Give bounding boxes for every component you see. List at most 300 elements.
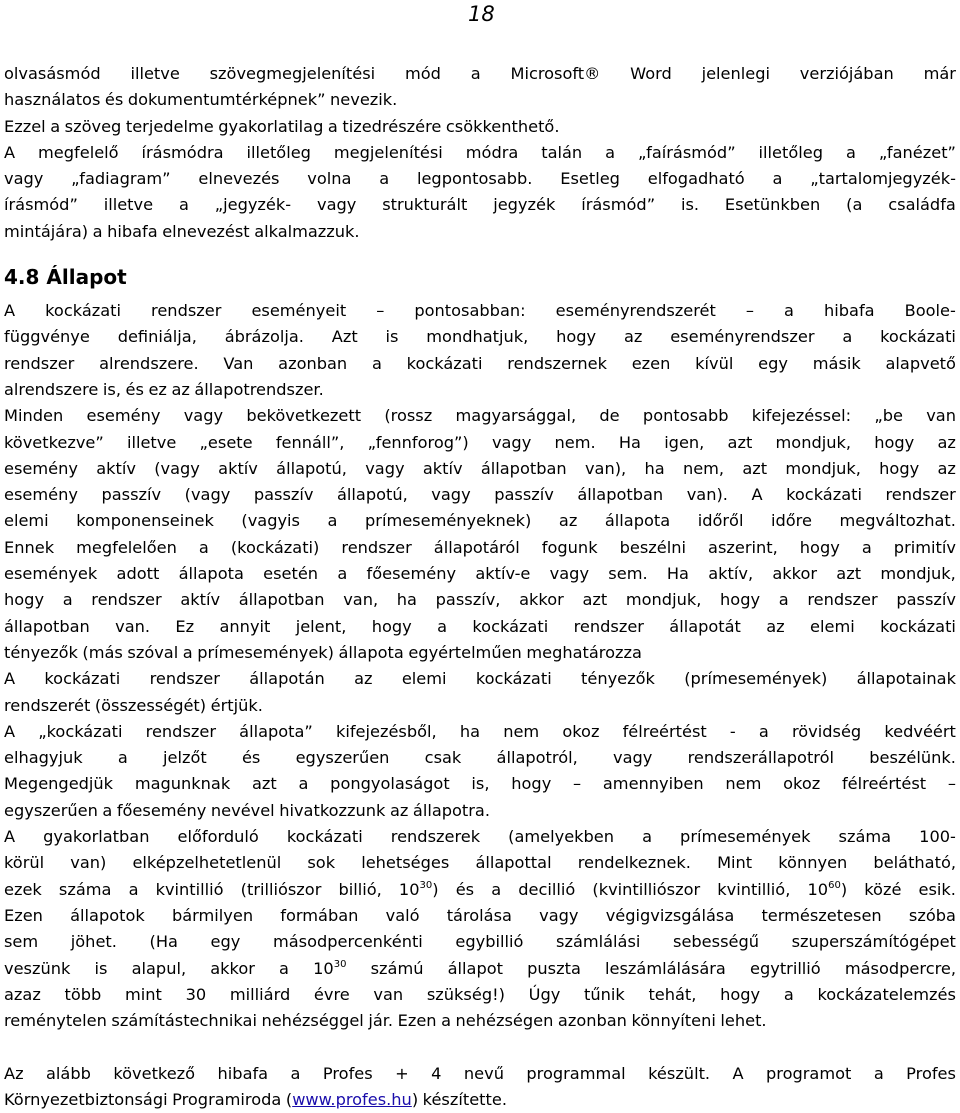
text-line: [4, 903, 956, 929]
word: állapota”: [239, 721, 313, 741]
word: szóval: [127, 642, 179, 662]
text-line: [4, 1008, 956, 1034]
word: aktív: [218, 458, 258, 478]
page-content: [4, 61, 956, 1113]
word: tárolása: [446, 905, 512, 925]
word: „fanézet”: [878, 142, 956, 162]
word: pongyolaságot: [330, 774, 450, 794]
text-line: [4, 61, 956, 87]
word: írásmód”: [4, 195, 78, 215]
text-line: [4, 561, 956, 587]
word: félreértést: [841, 774, 927, 794]
word: „esete: [199, 432, 253, 452]
word: talán: [541, 142, 583, 162]
word: de: [599, 406, 620, 426]
word: nevével: [210, 800, 275, 820]
text-line: [4, 956, 956, 982]
word: A: [751, 485, 763, 505]
word: akkor: [519, 590, 564, 610]
word: azt: [582, 590, 608, 610]
word: –: [947, 774, 956, 794]
text-line: [4, 614, 956, 640]
word: állapotrendszer.: [194, 379, 324, 399]
word: kockázati: [786, 485, 862, 505]
word: szuperszámítógépet: [791, 932, 956, 952]
word: állapota: [338, 642, 404, 662]
text-line: [4, 850, 956, 876]
word: (kvintilliószor: [592, 879, 701, 899]
word: (vagyis: [241, 511, 300, 531]
word: készült.: [648, 1063, 711, 1083]
word: vagy: [365, 458, 405, 478]
word: (kockázati): [230, 537, 320, 557]
word: a: [842, 327, 853, 347]
word: a: [102, 800, 113, 820]
word: hogy: [556, 327, 597, 347]
word: kívül: [695, 353, 734, 373]
word: leszámlálására: [605, 958, 726, 978]
word: értjük.: [210, 695, 263, 715]
word: esik.: [918, 879, 956, 899]
word: a: [758, 721, 769, 741]
word: az: [766, 616, 785, 636]
word: elemi: [810, 616, 855, 636]
text-line: [4, 666, 956, 692]
word: alább: [46, 1063, 91, 1083]
word: azt: [742, 458, 768, 478]
word: Ez: [175, 616, 195, 636]
word: állapotban: [577, 485, 664, 505]
word: a: [861, 537, 872, 557]
word: Esetünkben: [724, 195, 821, 215]
word: a: [178, 195, 189, 215]
word: Ha: [618, 432, 641, 452]
word: hogy: [511, 774, 552, 794]
word: (rossz: [384, 406, 433, 426]
word: amennyiben: [602, 774, 704, 794]
text-line: [4, 719, 956, 745]
exponent: 30: [419, 879, 433, 891]
word: azonban: [557, 1011, 627, 1031]
word: vagy: [491, 432, 532, 452]
word: természetesen: [761, 905, 882, 925]
word: megfelelően: [76, 537, 177, 557]
word: van.: [115, 616, 151, 636]
word: mint: [125, 984, 162, 1004]
word: állapotban: [480, 458, 567, 478]
word: mondjuk,: [880, 564, 956, 584]
exponent: 60: [828, 879, 841, 891]
word: családfa: [888, 195, 956, 215]
word: illetőleg: [246, 142, 311, 162]
word: egyszerűen: [295, 748, 390, 768]
text-line: [4, 140, 956, 166]
word: nehézségen: [455, 1011, 554, 1031]
word: jöhet.: [70, 932, 117, 952]
word: állapotú,: [337, 485, 408, 505]
word: sok: [307, 853, 336, 873]
word: okoz: [783, 774, 821, 794]
word: sem.: [608, 564, 648, 584]
word: kvintillió: [155, 879, 224, 899]
word: gyakorlatilag: [218, 116, 324, 136]
word: tényezők: [4, 642, 78, 662]
word: állapot: [447, 958, 503, 978]
word: tényezők: [581, 669, 655, 689]
website-link[interactable]: www.profes.hu: [292, 1089, 412, 1109]
word: a: [783, 984, 794, 1004]
word: eseményrendszer: [670, 327, 815, 347]
word: hogy: [874, 432, 915, 452]
word: alrendszere: [4, 379, 99, 399]
text-line: [4, 929, 956, 955]
word: van).: [686, 485, 728, 505]
word: ezen: [631, 353, 671, 373]
word: ezek: [4, 879, 42, 899]
word: veszünk: [4, 958, 71, 978]
word: 30: [185, 984, 207, 1004]
text-line: [4, 877, 956, 903]
word: hivatkozzunk: [279, 800, 386, 820]
word: kvintillió,: [717, 879, 791, 899]
word: A: [4, 142, 16, 162]
word: esemény: [4, 458, 78, 478]
page-number: 18: [468, 2, 495, 26]
text-line: [4, 771, 956, 797]
word: a: [642, 827, 652, 847]
word: és: [104, 90, 124, 110]
word: prímesemények: [680, 827, 811, 847]
word: az: [354, 669, 373, 689]
word: sem: [4, 932, 39, 952]
word: állapotú,: [276, 458, 347, 478]
word: hogy: [799, 537, 840, 557]
word: aktív: [96, 458, 136, 478]
word: a: [117, 748, 128, 768]
word: (vagy: [184, 485, 231, 505]
word: másodpercenkénti: [272, 932, 423, 952]
word: mondhatjuk,: [426, 327, 529, 347]
word: aktív: [422, 458, 463, 478]
word: nem: [503, 721, 540, 741]
word: rendszerállapotról: [687, 748, 834, 768]
word: egybillió: [455, 932, 524, 952]
text-line: [4, 508, 956, 534]
word: is,: [471, 774, 490, 794]
word: eseményrendszerét: [555, 301, 716, 321]
word: tizedrészére: [342, 116, 442, 136]
word: Word: [630, 64, 672, 83]
text-line: [4, 403, 956, 429]
word: jelzőt: [163, 748, 207, 768]
word: is.: [680, 195, 700, 215]
text-line: [4, 745, 956, 771]
word: legpontosabb.: [416, 169, 533, 189]
word: és: [125, 379, 144, 399]
word: $10^{30}$): [398, 879, 439, 899]
word: elképzelhetetlenül: [132, 853, 282, 873]
word: Az: [4, 1063, 24, 1083]
word: kockázati: [472, 616, 549, 636]
word: készítette.: [422, 1089, 507, 1109]
word: strukturált: [382, 195, 468, 215]
word: is,: [102, 379, 121, 399]
text-line: [4, 87, 956, 113]
word: használatos: [4, 90, 101, 110]
word: hogy: [720, 590, 761, 610]
word: rövidség: [791, 721, 862, 741]
word: számlálási: [556, 932, 641, 952]
word: pontosabb: [642, 406, 729, 426]
word: módra: [465, 142, 519, 162]
word: félreértést: [622, 721, 707, 741]
word: nehézséggel: [261, 1011, 364, 1031]
word: mondjuk,: [785, 458, 861, 478]
text-line: [4, 324, 956, 350]
word: mondjuk,: [775, 432, 852, 452]
word: nem,: [682, 458, 725, 478]
word: Profes: [906, 1063, 956, 1083]
word: állapotra.: [412, 800, 490, 820]
word: rendszer: [573, 616, 644, 636]
word: Microsoft®: [510, 64, 601, 83]
exponent: 30: [333, 958, 347, 970]
word: könnyíteni: [631, 1011, 716, 1031]
word: meghatározza: [526, 642, 642, 662]
word: rendszer: [149, 669, 220, 689]
word: a: [290, 1063, 301, 1083]
word: kifejezéssel:: [751, 406, 852, 426]
word: rendszer: [885, 485, 956, 505]
word: a: [470, 64, 481, 83]
word: rendszernek: [507, 353, 607, 373]
word: igen,: [664, 432, 705, 452]
word: állapotát: [669, 616, 741, 636]
word: állapota: [178, 564, 244, 584]
word: azt: [727, 432, 753, 452]
word: (a: [846, 195, 863, 215]
word: billió,: [338, 879, 382, 899]
word: komponenseinek: [76, 511, 214, 531]
word: Ezen: [397, 1011, 437, 1031]
word: vagy: [431, 485, 471, 505]
word: hibafa: [217, 1063, 269, 1083]
word: az: [937, 432, 956, 452]
word: könnyen: [778, 853, 848, 873]
word: (vagy: [154, 458, 200, 478]
word: kifejezésből,: [335, 721, 437, 741]
word: rendszer: [4, 353, 75, 373]
word: A: [732, 1063, 744, 1083]
word: körül: [4, 853, 45, 873]
word: illetőleg: [758, 142, 823, 162]
word: bármilyen: [171, 905, 254, 925]
word: alkalmazzuk.: [254, 221, 360, 241]
text-line: [4, 482, 956, 508]
word: végigvizsgálása: [605, 905, 735, 925]
word: adott: [116, 564, 160, 584]
word: fogunk: [541, 537, 598, 557]
word: akkor: [772, 564, 818, 584]
word: a: [128, 879, 139, 899]
word: előforduló: [177, 827, 259, 847]
word: másodpercre,: [844, 958, 956, 978]
word: aszerint,: [708, 537, 778, 557]
word: megjelenítési: [333, 142, 443, 162]
word: elfogadható: [647, 169, 745, 189]
word: volna: [307, 169, 352, 189]
word: nevű: [463, 1063, 504, 1083]
word: csak: [424, 748, 462, 768]
word: hogy: [4, 590, 45, 610]
word: van): [70, 853, 107, 873]
text-line: [4, 192, 956, 218]
word: szükség!): [426, 984, 505, 1004]
word: A: [4, 721, 16, 741]
word: a: [62, 590, 73, 610]
word: főesemény: [116, 800, 207, 820]
word: állapotainak: [856, 669, 956, 689]
word: évre: [313, 984, 350, 1004]
word: másik: [812, 353, 861, 373]
word: állapota: [604, 511, 671, 531]
word: annyit: [219, 616, 271, 636]
word: ha: [644, 458, 665, 478]
word: a: [327, 116, 338, 136]
word: beszélünk.: [869, 748, 956, 768]
word: van: [373, 984, 404, 1004]
word: Ezzel: [4, 116, 46, 136]
word: megváltozhat.: [839, 511, 956, 531]
word: reménytelen: [4, 1011, 107, 1031]
word: kockázati: [880, 616, 956, 636]
word: -: [729, 721, 736, 741]
word: és: [241, 748, 261, 768]
word: a: [784, 301, 794, 321]
word: függvénye: [4, 327, 90, 347]
word: egy: [210, 932, 241, 952]
word: beszélni: [619, 537, 686, 557]
text-line: [4, 456, 956, 482]
text-line: [4, 587, 956, 613]
word: prímeseményeknek): [365, 511, 532, 531]
word: (más: [82, 642, 123, 662]
word: A: [4, 301, 16, 321]
word: több: [64, 984, 102, 1004]
word: a: [778, 590, 789, 610]
word: kockázati: [880, 327, 956, 347]
word: a: [441, 1011, 452, 1031]
word: illetve: [126, 432, 177, 452]
word: Van: [223, 353, 254, 373]
word: a: [327, 511, 338, 531]
word: az: [558, 511, 578, 531]
word: aktív-e: [475, 564, 531, 584]
word: nevezik.: [330, 90, 398, 110]
word: decillió: [518, 879, 576, 899]
word: primitív: [893, 537, 956, 557]
word: illetve: [130, 64, 180, 83]
word: elnevezés: [198, 169, 280, 189]
word: a: [298, 774, 309, 794]
word: vagy: [4, 169, 44, 189]
word: bekövetkezett: [246, 406, 362, 426]
text-line: [4, 219, 956, 245]
word: kockázati: [475, 669, 552, 689]
word: ha: [396, 590, 417, 610]
word: vagy: [539, 905, 579, 925]
word: az: [623, 327, 643, 347]
word: egyértelműen: [408, 642, 522, 662]
word: Boole-: [904, 301, 956, 321]
word: közé: [864, 879, 902, 899]
word: (Ha: [149, 932, 178, 952]
word: tehát,: [648, 984, 697, 1004]
word: Megengedjük: [4, 774, 114, 794]
word: passzív: [494, 485, 554, 505]
word: hogy: [371, 616, 412, 636]
word: vagy: [183, 406, 224, 426]
word: következő: [113, 1063, 196, 1083]
word: a: [337, 564, 348, 584]
word: programmal: [526, 1063, 626, 1083]
word: Úgy: [528, 984, 561, 1004]
word: ez: [148, 379, 167, 399]
word: (összességét): [94, 695, 207, 715]
word: főesemény: [366, 564, 457, 584]
section-body: [4, 298, 956, 1034]
word: egyszerűen: [4, 800, 98, 820]
word: a: [605, 142, 616, 162]
word: Azt: [331, 327, 358, 347]
word: Esetleg: [560, 169, 620, 189]
word: akkor: [210, 958, 255, 978]
word: „fadiagram”: [71, 169, 171, 189]
word: rendszer: [91, 590, 162, 610]
word: esetén: [263, 564, 319, 584]
word: passzív: [253, 485, 314, 505]
word: $10^{30}$: [313, 958, 347, 978]
word: elhagyjuk: [4, 748, 83, 768]
word: sebességű: [673, 932, 760, 952]
word: is: [385, 327, 399, 347]
word: időről: [697, 511, 744, 531]
word: gyakorlatban: [43, 827, 150, 847]
word: „fennforog”): [367, 432, 469, 452]
word: alapvető: [885, 353, 956, 373]
word: passzív: [101, 485, 162, 505]
text-line: [4, 298, 956, 324]
word: mondjuk,: [625, 590, 702, 610]
text-line: [4, 114, 956, 140]
word: számú: [370, 958, 424, 978]
word: a: [437, 616, 448, 636]
word: rendelkeznek.: [577, 853, 691, 873]
word: számítástechnikai: [111, 1011, 257, 1031]
word: szövegmegjelenítési: [209, 64, 376, 83]
word: vagy: [316, 195, 357, 215]
word: definiálja,: [117, 327, 197, 347]
text-line: [4, 351, 956, 377]
word: –: [745, 301, 754, 321]
word: aktív,: [708, 564, 754, 584]
word: az: [171, 379, 190, 399]
text-line: [4, 824, 956, 850]
word: azt: [836, 564, 862, 584]
word: azt: [251, 774, 277, 794]
section-heading: 4.8 Állapot: [4, 265, 127, 290]
word: formában: [280, 905, 359, 925]
